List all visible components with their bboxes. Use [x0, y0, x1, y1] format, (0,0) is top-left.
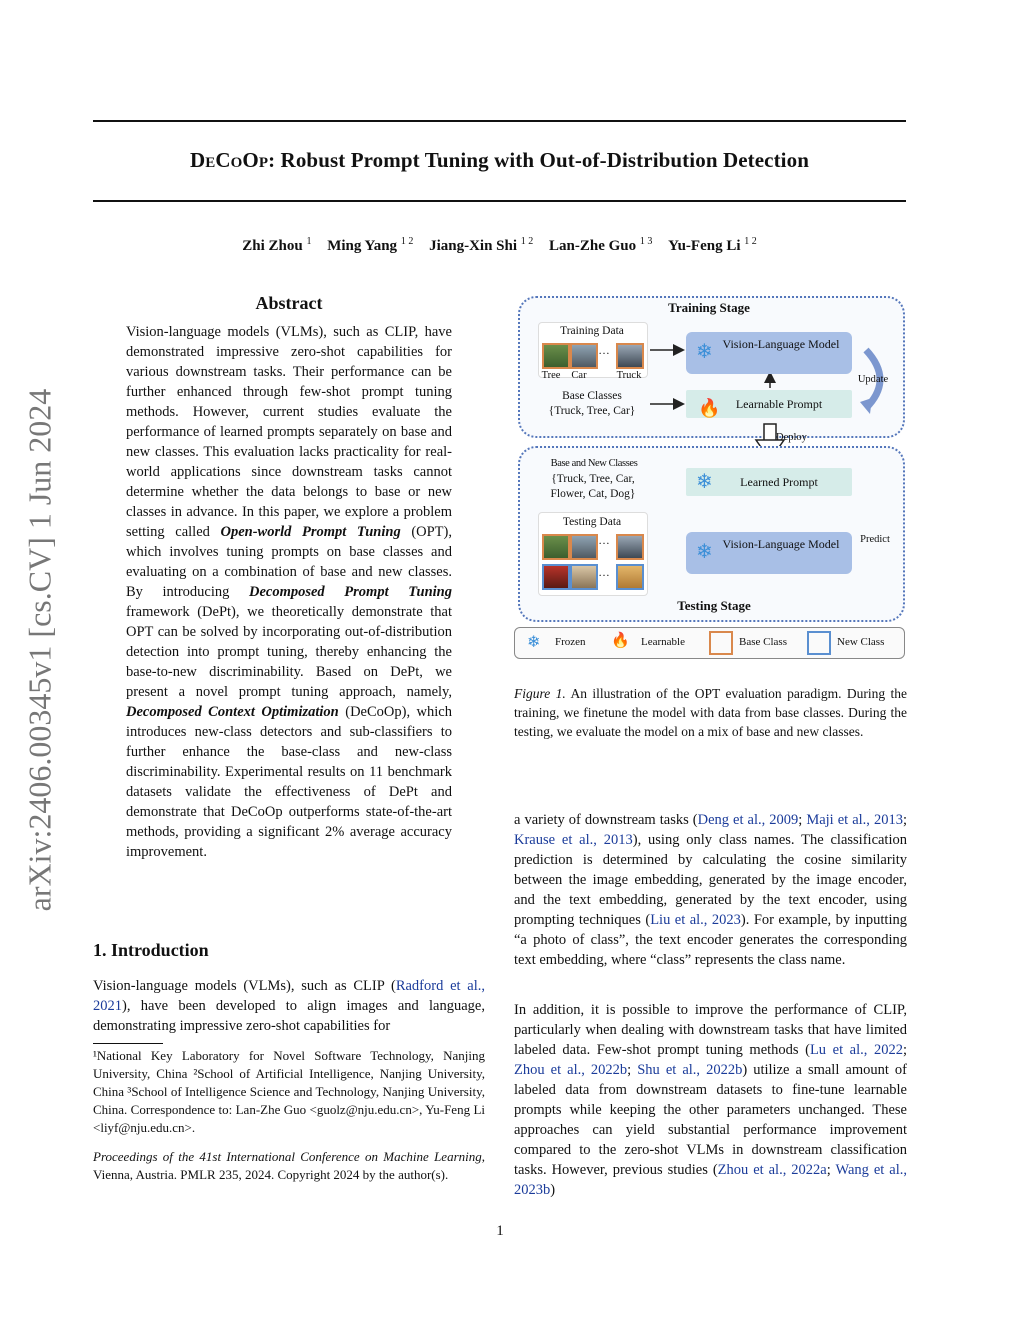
legend-base-class: Base Class: [739, 636, 787, 648]
base-classes-label: Base Classes: [562, 390, 622, 402]
legend-new-class: New Class: [837, 636, 885, 648]
abstract-body: Vision-language models (VLMs), such as CLIP, have demonstrated impressive zero-shot capabilities for various downstream tasks. Their performance can be further enhanced through few-shot prompt tuning methods. However, current studies evaluate the performance of learned prompts separately on base and new classes. This evaluation lacks practicality for real-world applications since downstream tasks cannot determine whether the data belongs to base or new classes in advance. In this paper, we explore a problem setting called Open-world Prompt Tuning (OPT), which involves tuning prompts on base classes and evaluating on a combination of base and new classes. By introducing Decomposed Prompt Tuning framework (DePt), we theoretically demonstrate that OPT can be solved by incorporating out-of-distribution detection into prompt tuning, thereby enhancing the base-to-new discriminability. Based on DePt, we present a novel prompt tuning approach, namely, Decomposed Context Optimization (DeCoOp), which introduces new-class detectors and sub-classifiers to further enhance the base-class and new-class discriminability. Experimental results on 11 benchmark datasets validate the effectiveness of DePt and demonstrate that DeCoOp outperforms state-of-the-art methods, providing a significant 2% average accuracy improvement.: [126, 324, 452, 860]
ellipsis: …: [598, 345, 610, 357]
new-class-swatch: [807, 631, 831, 655]
ellipsis: …: [598, 535, 610, 547]
training-stage-title: Training Stage: [668, 300, 750, 315]
author-list: [93, 236, 906, 255]
citation-link[interactable]: Deng et al., 2009: [697, 812, 799, 828]
vlm-box-testing: ❄ Vision-Language Model: [686, 532, 852, 574]
citation-link[interactable]: Krause et al., 2013: [514, 832, 633, 848]
figure-legend: [514, 627, 905, 659]
base-classes-list: {Truck, Tree, Car}: [548, 405, 636, 417]
testing-stage-title: Testing Stage: [677, 598, 751, 613]
thumb-label: Truck: [616, 370, 642, 381]
dog-thumbnail: [616, 564, 644, 590]
opt-term: Open-world Prompt Tuning: [220, 524, 401, 540]
flower-thumbnail: [542, 564, 570, 590]
deploy-label: Deploy: [776, 432, 807, 443]
snowflake-icon: ❄: [696, 471, 713, 493]
legend-learnable: Learnable: [641, 636, 685, 648]
author: Ming Yang $^{1 2}$: [327, 236, 414, 254]
thumb-label: Car: [571, 370, 587, 381]
right-paragraph-2: In addition, it is possible to improve the performance of CLIP, particularly when dealing with downstream tasks that have limited labeled data. Few-shot prompt tuning methods (Lu et al., 2022; Zhou et al., 2022b; Shu et al., 2022b) utilize a small amount of labeled data from downstream datasets to fine-tune learnable prompts while keeping the other parameters unchanged. These approaches can yield substantial performance improvement compared to the zero-shot VLMs in downstream classification tasks. However, previous studies (Zhou et al., 2022a; Wang et al., 2023b): [514, 1002, 908, 1198]
citation-link[interactable]: Zhou et al., 2022b: [514, 1062, 628, 1078]
paper-title: [93, 148, 906, 173]
cat-thumbnail: [570, 564, 598, 590]
figure-caption: Figure 1. An illustration of the OPT evaluation paradigm. During the training, we finetune the model with data from base classes. During the testing, we evaluate the model on a mix of base and new classes.: [514, 686, 907, 739]
base-class-swatch: [709, 631, 733, 655]
citation-link[interactable]: Zhou et al., 2022a: [717, 1162, 827, 1178]
decoop-term: Decomposed Context Optimization: [126, 704, 339, 720]
citation-link[interactable]: Wang et al., 2023b: [514, 1162, 907, 1198]
learned-prompt-box: ❄ Learned Prompt: [686, 468, 852, 496]
citation-link[interactable]: Liu et al., 2023: [650, 912, 741, 928]
author: Lan-Zhe Guo $^{1 3}$: [549, 236, 653, 254]
snowflake-icon: ❄: [696, 541, 713, 563]
predict-label: Predict: [860, 534, 890, 545]
title-rest: : Robust Prompt Tuning with Out-of-Distribution Detection: [268, 148, 809, 172]
author: Yu-Feng Li $^{1 2}$: [668, 236, 757, 254]
intro-heading: 1. Introduction: [93, 940, 209, 960]
testing-data-label: Testing Data: [562, 516, 622, 528]
base-new-classes-label: Base and New Classes: [550, 458, 638, 469]
snowflake-icon: ❄: [527, 634, 541, 651]
figure-1: [514, 290, 907, 670]
dept-term: Decomposed Prompt Tuning: [248, 584, 452, 600]
title-method-name: DeCoOp: [190, 148, 269, 172]
snowflake-icon: ❄: [696, 341, 713, 363]
citation-link[interactable]: Lu et al., 2022: [809, 1042, 903, 1058]
abstract-heading: Abstract: [255, 293, 323, 313]
author: Jiang-Xin Shi $^{1 2}$: [429, 236, 534, 254]
footnote-rule: [93, 1043, 163, 1044]
citation-link[interactable]: Maji et al., 2013: [806, 812, 903, 828]
page-number: 1: [496, 1223, 504, 1239]
legend-frozen: Frozen: [555, 636, 586, 648]
arxiv-identifier: arXiv:2406.00345v1 [cs.CV] 1 Jun 2024: [21, 388, 58, 912]
ellipsis: …: [598, 567, 610, 579]
truck-thumbnail: [616, 534, 644, 560]
car-thumbnail: [570, 534, 598, 560]
flame-icon: 🔥: [611, 633, 630, 649]
citation-link[interactable]: Shu et al., 2022b: [637, 1062, 743, 1078]
affiliation-footnote: ¹National Key Laboratory for Novel Software Technology, Nanjing University, China ²School of Artificial Intelligence, Nanjing University, China ³School of Intelligence Science and Technology, Nanjing University, China. Correspondence to: Lan-Zhe Guo <guolz@nju.edu.cn>, Yu-Feng Li <liyf@nju.edu.cn>.: [93, 1048, 485, 1135]
learnable-prompt-box: 🔥 Learnable Prompt: [686, 390, 852, 418]
flame-icon: 🔥: [698, 398, 721, 418]
vlm-box-training: ❄ Vision-Language Model: [686, 332, 852, 374]
intro-paragraph: Vision-language models (VLMs), such as CLIP (Radford et al., 2021), have been developed to align images and language, demonstrating impressive zero-shot capabilities for: [93, 978, 485, 1034]
citation-link[interactable]: Radford et al., 2021: [93, 978, 485, 1014]
proceedings-note: Proceedings of the 41st International Conference on Machine Learning, Vienna, Austria. PMLR 235, 2024. Copyright 2024 by the author(s).: [93, 1149, 485, 1182]
thumb-label: Tree: [541, 370, 561, 381]
right-paragraph-1: a variety of downstream tasks (Deng et al., 2009; Maji et al., 2013; Krause et al., 2013), using only class names. The classification prediction is determined by calculating the cosine similarity between the image embedding, generated by the image encoder, and the text embedding, generated by the text encoder, using prompting techniques (Liu et al., 2023). For example, by inputting “a photo of class”, the text encoder generates the corresponding text embedding, where “class” represents the class name.: [514, 812, 907, 968]
title-bottom-rule: [93, 200, 906, 202]
training-data-label: Training Data: [560, 325, 624, 337]
title-top-rule: [93, 120, 906, 122]
update-label: Update: [857, 374, 889, 385]
base-new-classes-list: {Truck, Tree, Car, Flower, Cat, Dog}: [550, 473, 636, 500]
tree-thumbnail: [542, 534, 570, 560]
author: Zhi Zhou $^1$: [242, 236, 312, 254]
